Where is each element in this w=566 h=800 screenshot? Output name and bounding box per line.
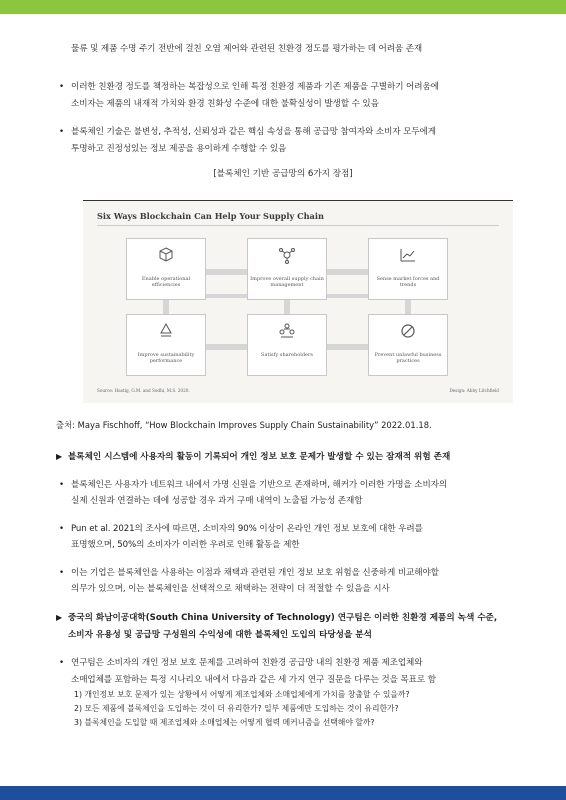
connector — [325, 269, 368, 275]
people-group-icon — [248, 322, 326, 344]
bottom-accent-bar — [0, 786, 566, 800]
connector — [325, 344, 368, 350]
bullet-marker: • — [59, 480, 65, 490]
section-heading: 블록체인 시스템에 사용자의 활동이 기록되어 개인 정보 보호 문제가 발생할 수 있는 잠재적 위험 존재 — [68, 452, 451, 462]
section-heading: 소비자 유용성 및 공급망 구성원의 수익성에 대한 블록체인 도입의 타당성을 분석 — [68, 630, 372, 640]
bullet-text: 연구팀은 소비자의 개인 정보 보호 문제를 고려하여 친환경 공급망 내의 친환경 제품 제조업체와 — [71, 658, 423, 668]
section-heading: 중국의 화남이공대학(South China University of Technology) 연구팀은 이러한 친환경 제품의 녹색 수준, — [68, 613, 498, 623]
bullet-text: 이는 기업은 블록체인을 사용하는 이점과 채택과 관련된 개인 정보 보호 위험을 신중하게 비교해야할 — [71, 568, 439, 578]
benefit-label: Sense market forces and trends — [376, 276, 440, 288]
benefit-label: Prevent unlawful business practices — [374, 352, 442, 364]
bullet-text: 블록체인 기술은 불변성, 추적성, 신뢰성과 같은 핵심 속성을 통해 공급망 참여자와 소비자 모두에게 — [71, 127, 436, 137]
prohibited-icon — [369, 322, 447, 344]
benefit-label: Improve overall supply chain management — [250, 276, 324, 288]
benefit-label: Satisfy shareholders — [261, 352, 313, 358]
source-citation: 출처: Maya Fischhoff, “How Blockchain Improves Supply Chain Sustainability” 2022.01.18. — [56, 420, 432, 430]
bullet-marker: • — [59, 568, 65, 578]
bullet-text: 이러한 친환경 정도를 책정하는 복잡성으로 인해 특정 친환경 제품과 기존 제품을 구별하기 어려움에 — [71, 82, 439, 92]
figure-title: Six Ways Blockchain Can Help Your Supply Chain — [97, 211, 324, 221]
connector — [204, 269, 247, 275]
bullet-text: 소매업체를 포함하는 특정 시나리오 내에서 다음과 같은 세 가지 연구 질문을 다루는 것을 목표로 함 — [71, 675, 436, 685]
research-question: 3) 블록체인을 도입할 때 제조업체와 소매업체는 어떻게 협력 메커니즘을 선택해야 할까? — [74, 718, 375, 727]
recycle-icon — [127, 322, 205, 344]
bullet-text: 투명하고 진정성있는 정보 제공을 용이하게 수행할 수 있음 — [71, 144, 287, 154]
triangle-bullet-icon: ▶ — [56, 452, 63, 461]
bullet-marker: • — [59, 82, 65, 92]
research-question: 2) 모든 제품에 블록체인을 도입하는 것이 더 유리한가? 일부 제품에만 도입하는 것이 유리한가? — [74, 704, 399, 713]
bullet-text: Pun et al. 2021의 조사에 따르면, 소비자의 90% 이상이 온라인 개인 정보 보호에 대한 우려를 — [71, 524, 423, 534]
benefit-box — [368, 314, 448, 376]
benefit-box — [368, 238, 448, 300]
bullet-text: 의무가 있으며, 이는 블록체인을 선택적으로 채택하는 전략이 더 적절할 수 있음을 시사 — [71, 584, 390, 594]
top-accent-bar — [0, 0, 566, 14]
benefit-label: Improve sustainability performance — [137, 352, 195, 364]
research-question: 1) 개인정보 보호 문제가 있는 상황에서 어떻게 제조업체와 소매업체에게 가치를 창출할 수 있을까? — [74, 690, 410, 699]
trend-chart-icon — [369, 246, 447, 268]
intro-text: 물류 및 제품 수명 주기 전반에 걸친 오염 제어와 관련된 친환경 정도를 평가하는 데 어려움 존재 — [71, 44, 423, 54]
triangle-bullet-icon: ▶ — [56, 613, 63, 622]
bullet-text: 소비자는 제품의 내재적 가치와 환경 친화성 수준에 대한 불확실성이 발생할 수 있음 — [71, 99, 379, 109]
bullet-text: 표명했으며, 50%의 소비자가 이러한 우려로 인해 활동을 제한 — [71, 540, 300, 550]
benefit-box — [247, 314, 327, 376]
bullet-text: 실제 신원과 연결하는 데에 성공할 경우 과거 구매 내역이 노출될 가능성 존재함 — [71, 496, 363, 506]
figure-design-credit: Design: Abby Litchfield — [449, 388, 499, 393]
connector — [204, 344, 247, 350]
bullet-marker: • — [59, 524, 65, 534]
figure-caption: [블록체인 기반 공급망의 6가지 장점] — [213, 169, 353, 179]
figure-source: Source: Hastig, G.M. and Sodhi, M.S. 2020. — [97, 388, 190, 393]
benefit-box — [126, 238, 206, 300]
bullet-marker: • — [59, 127, 65, 137]
benefit-box — [247, 238, 327, 300]
benefit-box — [126, 314, 206, 376]
bullet-marker: • — [59, 658, 65, 668]
cube-arrows-icon — [127, 246, 205, 268]
gear-network-icon — [248, 246, 326, 268]
bullet-text: 블록체인은 사용자가 네트워크 내에서 가명 신원을 기반으로 존재하며, 해커가 이러한 가명을 소비자의 — [71, 480, 448, 490]
infographic-figure — [83, 200, 513, 403]
figure-rule — [97, 225, 499, 226]
benefit-label: Enable operational efficiencies — [141, 276, 191, 288]
